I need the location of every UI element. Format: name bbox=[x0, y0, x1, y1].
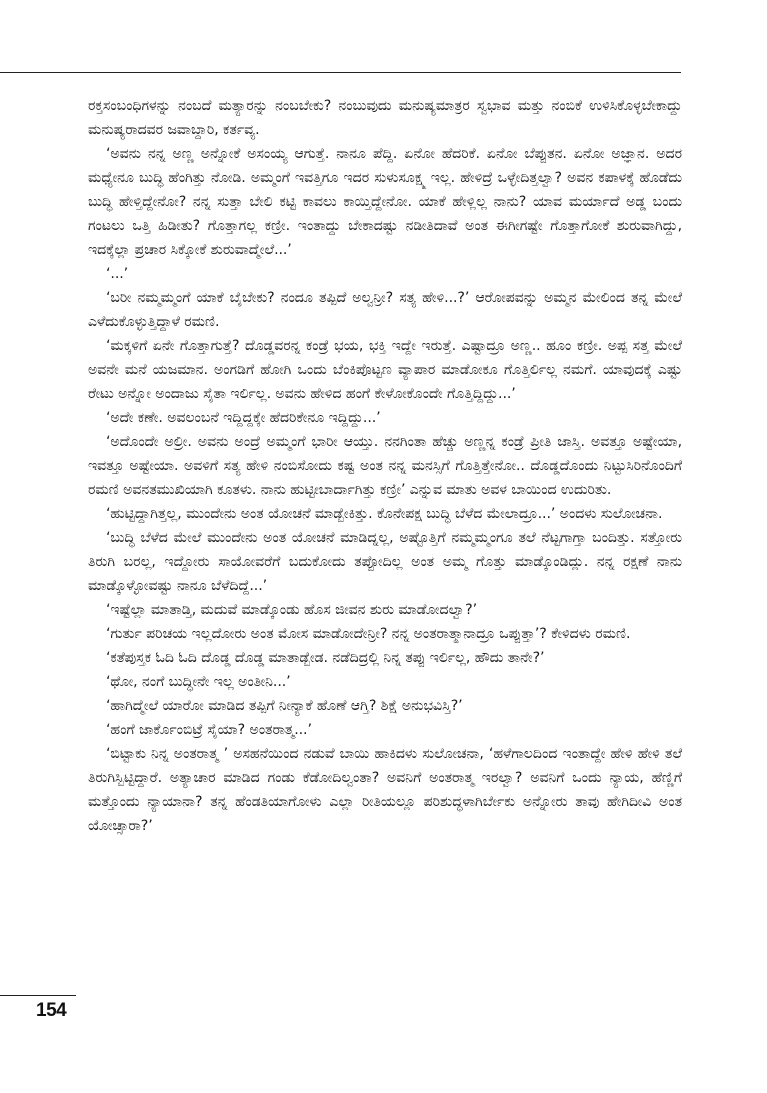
paragraph-11: ‘ಗುರ್ತು ಪರಿಚಯ ಇಲ್ಲದೋರು ಅಂತ ಮೋಸ ಮಾಡೋದೇನ್ರೀ? ನನ್ನ ಅಂತರಾತ್ಮಾನಾದ್ರೂ ಒಪ್ಪುತ್ತಾ’? ಕೇಳಿದಳು ರಮಣಿ. bbox=[106, 626, 631, 642]
paragraph-3: ‘...’ bbox=[106, 266, 129, 282]
paragraph-8: ‘ಹುಟ್ಟಿದ್ದಾಗಿತ್ತಲ್ಲ, ಮುಂದೇನು ಅಂತ ಯೋಚನೆ ಮಾಡ್ಬೇಕಿತ್ತು. ಕೊನೇಪಕ್ಷ ಬುದ್ಧಿ ಬೆಳೆದ ಮೇಲಾದ್ರೂ...’ ಅಂದಳು ಸುಲೋಚನಾ. bbox=[106, 506, 663, 522]
paragraph-4: ‘ಬರೀ ನಮ್ಮಮ್ಮಂಗೆ ಯಾಕೆ ಬೈಬೇಕು? ನಂದೂ ತಪ್ಪಿದೆ ಅಲ್ವನ್ರೀ? ಸತ್ಯ ಹೇಳಿ...?’ ಆರೋಪವನ್ನು ಅಮ್ಮನ ಮೇಲಿಂದ ತನ್ನ ಮೇಲೆ ಎಳೆದುಕೊಳ್ಳುತ್ತಿದ್ದಾಳೆ ರಮಣಿ. bbox=[88, 290, 682, 330]
paragraph-6: ‘ಅದೇ ಕಣೇ. ಅವಲಂಬನೆ ಇದ್ದಿದ್ದಕ್ಕೇ ಹೆದರಿಕೇನೂ ಇದ್ದಿದ್ದು...’ bbox=[106, 410, 381, 426]
header-rule bbox=[0, 72, 681, 73]
paragraph-15: ‘ಹಂಗೆ ಜಾರ್ಕೊಂಬಿಟ್ರೆ ಸೈಯಾ? ಅಂತರಾತ್ಮ...’ bbox=[106, 722, 312, 738]
body-text bbox=[88, 94, 682, 838]
paragraph-2: ‘ಅವನು ನನ್ನ ಅಣ್ಣ ಅನ್ನೋಕೆ ಅಸಂಯ್ಯ ಆಗುತ್ತೆ. ನಾನೂ ಪೆದ್ದಿ. ಏನೋ ಹೆದರಿಕೆ. ಏನೋ ಬೆಪ್ಪುತನ. ಏನೋ ಅಜ್ಞಾನ. ಅದರ ಮಧ್ಯೇನೂ ಬುದ್ಧಿ ಹೆಂಗಿತ್ತು ನೋಡಿ. ಅಮ್ಮಂಗೆ ಇವತ್ತಿಗೂ ಇದರ ಸುಳುಸೂಕ್ಷ್ಮ ಇಲ್ಲ. ಹೇಳಿದ್ರೆ ಒಳ್ಳೇದಿತ್ತಲ್ವಾ? ಅವನ ಕಪಾಳಕ್ಕೆ ಹೊಡೆದು ಬುದ್ಧಿ ಹೇಳ್ತಿದ್ದೇನೋ? ನನ್ನ ಸುತ್ತಾ ಬೇಲಿ ಕಟ್ಟಿ ಕಾವಲು ಕಾಯ್ತಿದ್ದೇನೋ. ಯಾಕೆ ಹೇಳ್ಲಿಲ್ಲ ನಾನು? ಯಾವ ಮರ್ಯಾದೆ ಅಡ್ಡ ಬಂದು ಗಂಟಲು ಒತ್ತಿ ಹಿಡೀತು? ಗೊತ್ತಾಗಲ್ಲ ಕಣ್ರೀ. ಇಂತಾದ್ದು ಬೇಕಾದಷ್ಟು ನಡೀತಿದಾವೆ ಅಂತ ಈಗೀಗಷ್ಟೇ ಗೊತ್ತಾಗೋಕೆ ಶುರುವಾಗಿದ್ದು, ಇದಕ್ಕೆಲ್ಲಾ ಪ್ರಚಾರ ಸಿಕ್ಕೋಕೆ ಶುರುವಾದ್ಮೇಲೆ...’ bbox=[88, 146, 682, 258]
paragraph-14: ‘ಹಾಗಿದ್ಮೇಲೆ ಯಾರೋ ಮಾಡಿದ ತಪ್ಪಿಗೆ ನೀನ್ಯಾಕೆ ಹೊಣೆ ಆಗ್ತಿ? ಶಿಕ್ಷೆ ಅನುಭವಿಸ್ತಿ?’ bbox=[106, 698, 463, 714]
paragraph-5: ‘ಮಕ್ಕಳಿಗೆ ಏನೇ ಗೊತ್ತಾಗುತ್ತೆ? ದೊಡ್ಡವರನ್ನ ಕಂಡ್ರೆ ಭಯ, ಭಕ್ತಿ ಇದ್ದೇ ಇರುತ್ತೆ. ಎಷ್ಟಾದ್ರೂ ಅಣ್ಣ.. ಹೂಂ ಕಣ್ರೀ. ಅಪ್ಪ ಸತ್ತ ಮೇಲೆ ಅವನೇ ಮನೆ ಯಜಮಾನ. ಅಂಗಡಿಗೆ ಹೋಗಿ ಒಂದು ಬೆಂಕಿಪೊಟ್ಟಣ ವ್ಯಾಪಾರ ಮಾಡೋಕೂ ಗೊತ್ತಿರ್ಲಿಲ್ಲ ನಮಗೆ. ಯಾವುದಕ್ಕೆ ಎಷ್ಟು ರೇಟು ಅನ್ನೋ ಅಂದಾಜು ಸೈತಾ ಇರ್ಲಿಲ್ಲ. ಅವನು ಹೇಳಿದ ಹಂಗೆ ಕೇಳೋಕೊಂದೇ ಗೊತ್ತಿದ್ದಿದ್ದು...’ bbox=[88, 338, 682, 402]
paragraph-7: ‘ಅದೊಂದೇ ಅಲ್ರೀ. ಅವನು ಅಂದ್ರೆ ಅಮ್ಮಂಗೆ ಭಾರೀ ಆಯ್ತು. ನನಗಿಂತಾ ಹೆಚ್ಚು ಅಣ್ಣನ್ನ ಕಂಡ್ರೆ ಪ್ರೀತಿ ಜಾಸ್ತಿ. ಅವತ್ತೂ ಅಷ್ಟೇಯಾ, ಇವತ್ತೂ ಅಷ್ಟೇಯಾ. ಅವಳಿಗೆ ಸತ್ಯ ಹೇಳಿ ನಂಬಿಸೋದು ಕಷ್ಟ ಅಂತ ನನ್ನ ಮನಸ್ಸಿಗೆ ಗೊತ್ತಿತ್ತೇನೋ.. ದೊಡ್ಡದೊಂದು ನಿಟ್ಟುಸಿರಿನೊಂದಿಗೆ ರಮಣಿ ಅವನತಮುಖಿಯಾಗಿ ಕೂತಳು. ನಾನು ಹುಟ್ಟೀಬಾರ್ದಾಗಿತ್ತು ಕಣ್ರೀ’ ಎನ್ನುವ ಮಾತು ಅವಳ ಬಾಯಿಂದ ಉದುರಿತು. bbox=[88, 434, 682, 498]
paragraph-1: ರಕ್ತಸಂಬಂಧಿಗಳನ್ನು ನಂಬದೆ ಮತ್ಯಾರನ್ನು ನಂಬಬೇಕು? ನಂಬುವುದು ಮನುಷ್ಯಮಾತ್ರರ ಸ್ವಭಾವ ಮತ್ತು ನಂಬಿಕೆ ಉಳಿಸಿಕೊಳ್ಳಬೇಕಾದ್ದು ಮನುಷ್ಯರಾದವರ ಜವಾಬ್ದಾರಿ, ಕರ್ತವ್ಯ. bbox=[88, 98, 682, 138]
footer-rule bbox=[0, 995, 76, 996]
paragraph-16: ‘ಬಿಟ್ಟಾಕು ನಿನ್ನ ಅಂತರಾತ್ಮ ’ ಅಸಹನೆಯಿಂದ ನಡುವೆ ಬಾಯಿ ಹಾಕಿದಳು ಸುಲೋಚನಾ, ‘ಹಳೆಗಾಲದಿಂದ ಇಂತಾದ್ದೇ ಹೇಳಿ ಹೇಳಿ ತಲೆ ತಿರುಗಿಸ್ಬಿಟ್ಟಿದ್ದಾರೆ. ಅತ್ಯಾಚಾರ ಮಾಡಿದ ಗಂಡು ಕೆಡೋದಿಲ್ವಂತಾ? ಅವನಿಗೆ ಅಂತರಾತ್ಮ ಇರಲ್ವಾ? ಅವನಿಗೆ ಒಂದು ನ್ಯಾಯ, ಹೆಣ್ಣಿಗೆ ಮತ್ತೊಂದು ನ್ಯಾಯಾನಾ? ತನ್ನ ಹೆಂಡತಿಯಾಗೋಳು ಎಲ್ಲಾ ರೀತಿಯಲ್ಲೂ ಪರಿಶುದ್ಧಳಾಗಿರ್ಬೇಕು ಅನ್ನೋರು ತಾವು ಹೇಗಿದೀವಿ ಅಂತ ಯೋಚ್ಸಾರಾ?’ bbox=[88, 746, 682, 834]
paragraph-13: ‘ಥೋ, ನಂಗೆ ಬುದ್ಧೀನೇ ಇಲ್ಲ ಅಂತೀನಿ...’ bbox=[106, 674, 291, 690]
paragraph-10: ‘ಇಷ್ಟೆಲ್ಲಾ ಮಾತಾಡ್ತಿ, ಮದುವೆ ಮಾಡ್ಕೊಂಡು ಹೊಸ ಜೀವನ ಶುರು ಮಾಡೋದಲ್ವಾ?’ bbox=[106, 602, 477, 618]
paragraph-9: ‘ಬುದ್ಧಿ ಬೆಳೆದ ಮೇಲೆ ಮುಂದೇನು ಅಂತ ಯೋಚನೆ ಮಾಡಿದ್ನಲ್ಲ, ಅಷ್ಟೊತ್ತಿಗೆ ನಮ್ಮಮ್ಮಂಗೂ ತಲೆ ನೆಟ್ಟಗಾಗ್ತಾ ಬಂದಿತ್ತು. ಸತ್ತೋರು ತಿರುಗಿ ಬರಲ್ಲ, ಇದ್ದೋರು ಸಾಯೋವರೆಗೆ ಬದುಕೋದು ತಪ್ಪೋದಿಲ್ಲ ಅಂತ ಅಮ್ಮ ಗೊತ್ತು ಮಾಡ್ಕೊಂಡಿದ್ಲು. ನನ್ನ ರಕ್ಷಣೆ ನಾನು ಮಾಡ್ಕೊಳ್ಳೋವಷ್ಟು ನಾನೂ ಬೆಳೆದಿದ್ದೆ...’ bbox=[88, 530, 682, 594]
paragraph-12: ‘ಕತೆಪುಸ್ತಕ ಓದಿ ಓದಿ ದೊಡ್ಡ ದೊಡ್ಡ ಮಾತಾಡ್ಬೇಡ. ನಡೆದಿದ್ರಲ್ಲಿ ನಿನ್ನ ತಪ್ಪು ಇರ್ಲಿಲ್ಲ, ಹೌದು ತಾನೇ?’ bbox=[106, 650, 545, 666]
page-number: 154 bbox=[36, 1000, 67, 1021]
